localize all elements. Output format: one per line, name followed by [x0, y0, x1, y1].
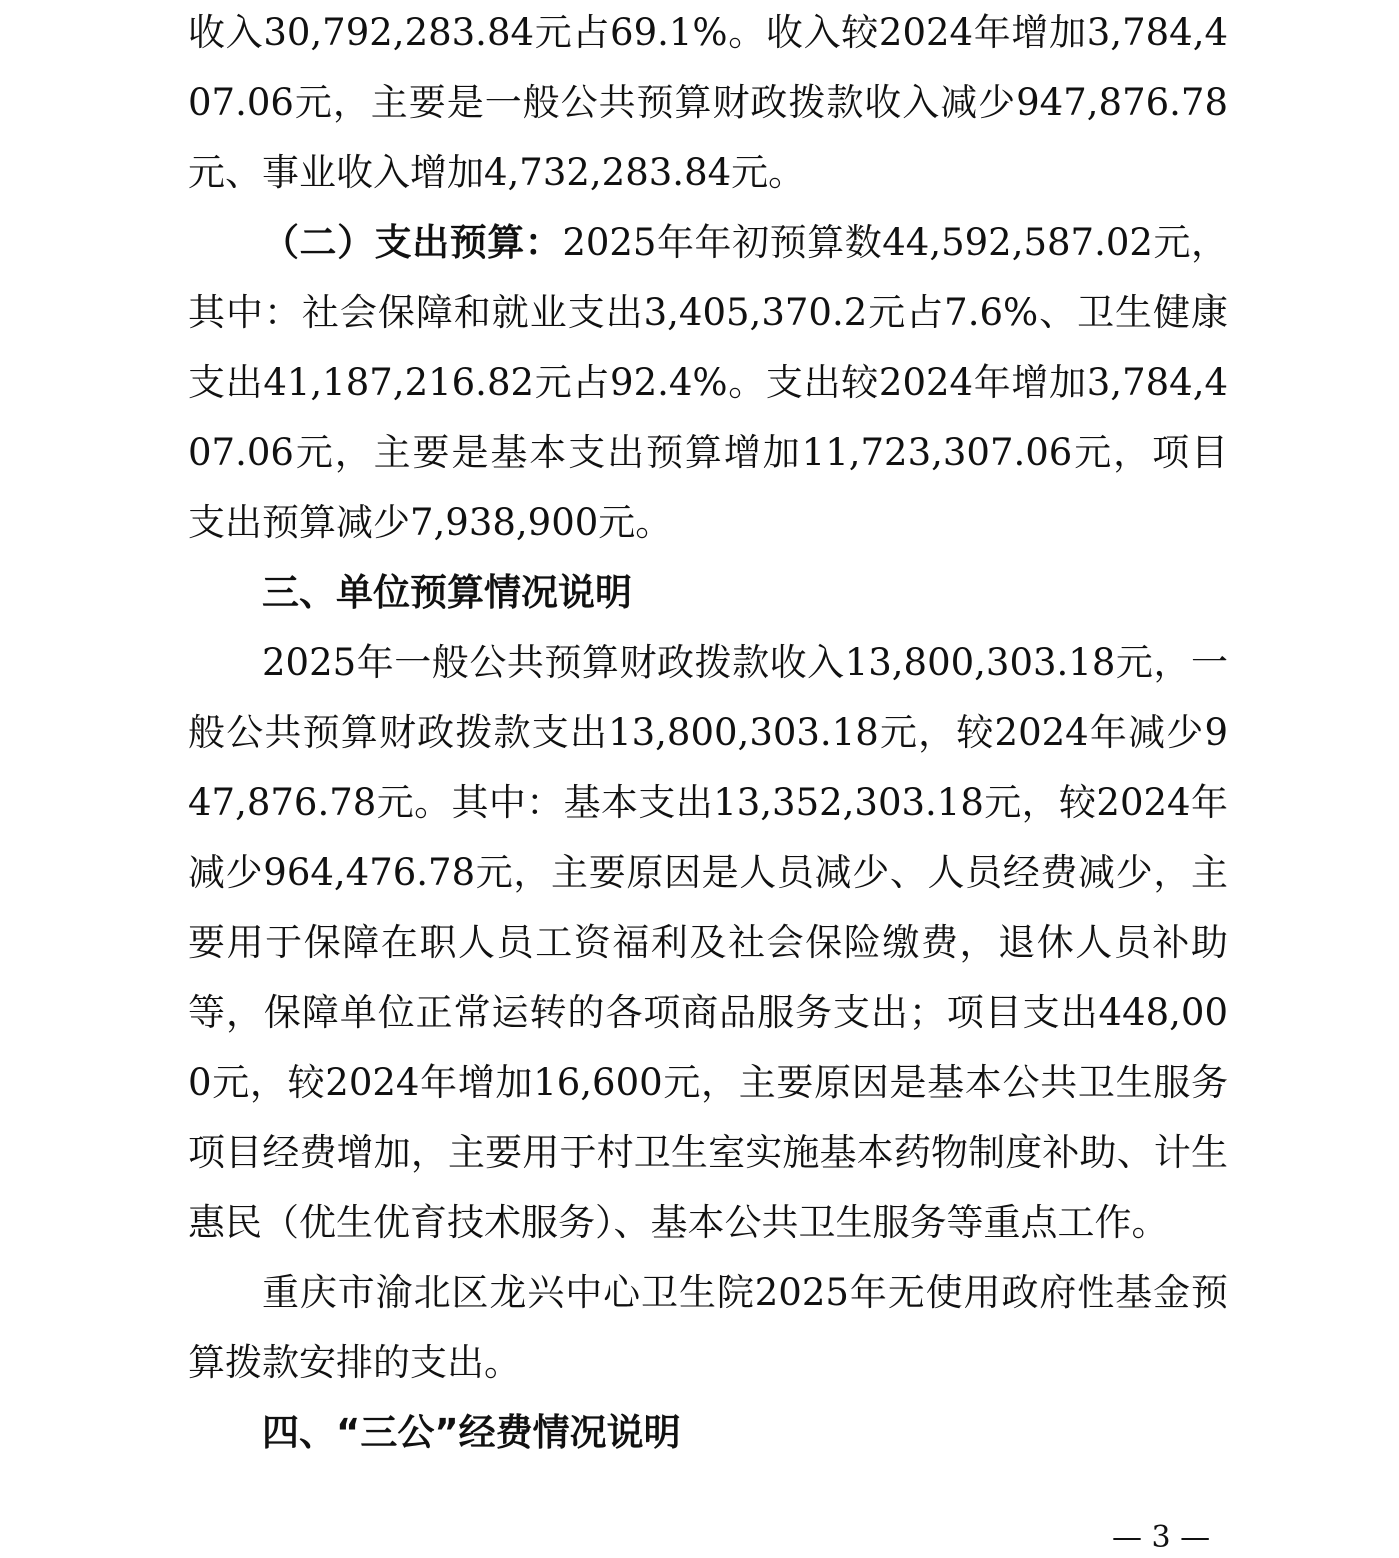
paragraph-expenditure-budget-text: 2025年年初预算数44,592,587.02元，其中：社会保障和就业支出3,405,370.2元占7.6%、卫生健康支出41,187,216.82元占92.4%。支出较2024年增加3,784,407.06元，主要是基本支出预算增加11,723,307.06元，项目支出预算减少7,938,900元。 [188, 221, 1229, 544]
paragraph-expenditure-budget [188, 208, 1228, 558]
subheading-expenditure-budget: （二）支出预算： [262, 221, 563, 264]
section-heading-unit-budget: 三、单位预算情况说明 [262, 571, 632, 614]
document-page [188, 0, 1228, 1468]
section-heading-three-public-expenses: 四、“三公”经费情况说明 [262, 1411, 681, 1454]
paragraph-government-fund: 重庆市渝北区龙兴中心卫生院2025年无使用政府性基金预算拨款安排的支出。 [188, 1271, 1228, 1384]
paragraph-unit-budget: 2025年一般公共预算财政拨款收入13,800,303.18元，一般公共预算财政拨款支出13,800,303.18元，较2024年减少947,876.78元。其中：基本支出13,352,303.18元，较2024年减少964,476.78元，主要原因是人员减少、人员经费减少，主要用于保障在职人员工资福利及社会保险缴费，退休人员补助等，保障单位正常运转的各项商品服务支出；项目支出448,000元，较2024年增加16,600元，主要原因是基本公共卫生服务项目经费增加，主要用于村卫生室实施基本药物制度补助、计生惠民（优生优育技术服务）、基本公共卫生服务等重点工作。 [188, 641, 1228, 1244]
paragraph-income-summary: 收入30,792,283.84元占69.1%。收入较2024年增加3,784,407.06元，主要是一般公共预算财政拨款收入减少947,876.78元、事业收入增加4,732,283.84元。 [188, 11, 1228, 194]
page-number: — 3 — [1112, 1520, 1211, 1555]
